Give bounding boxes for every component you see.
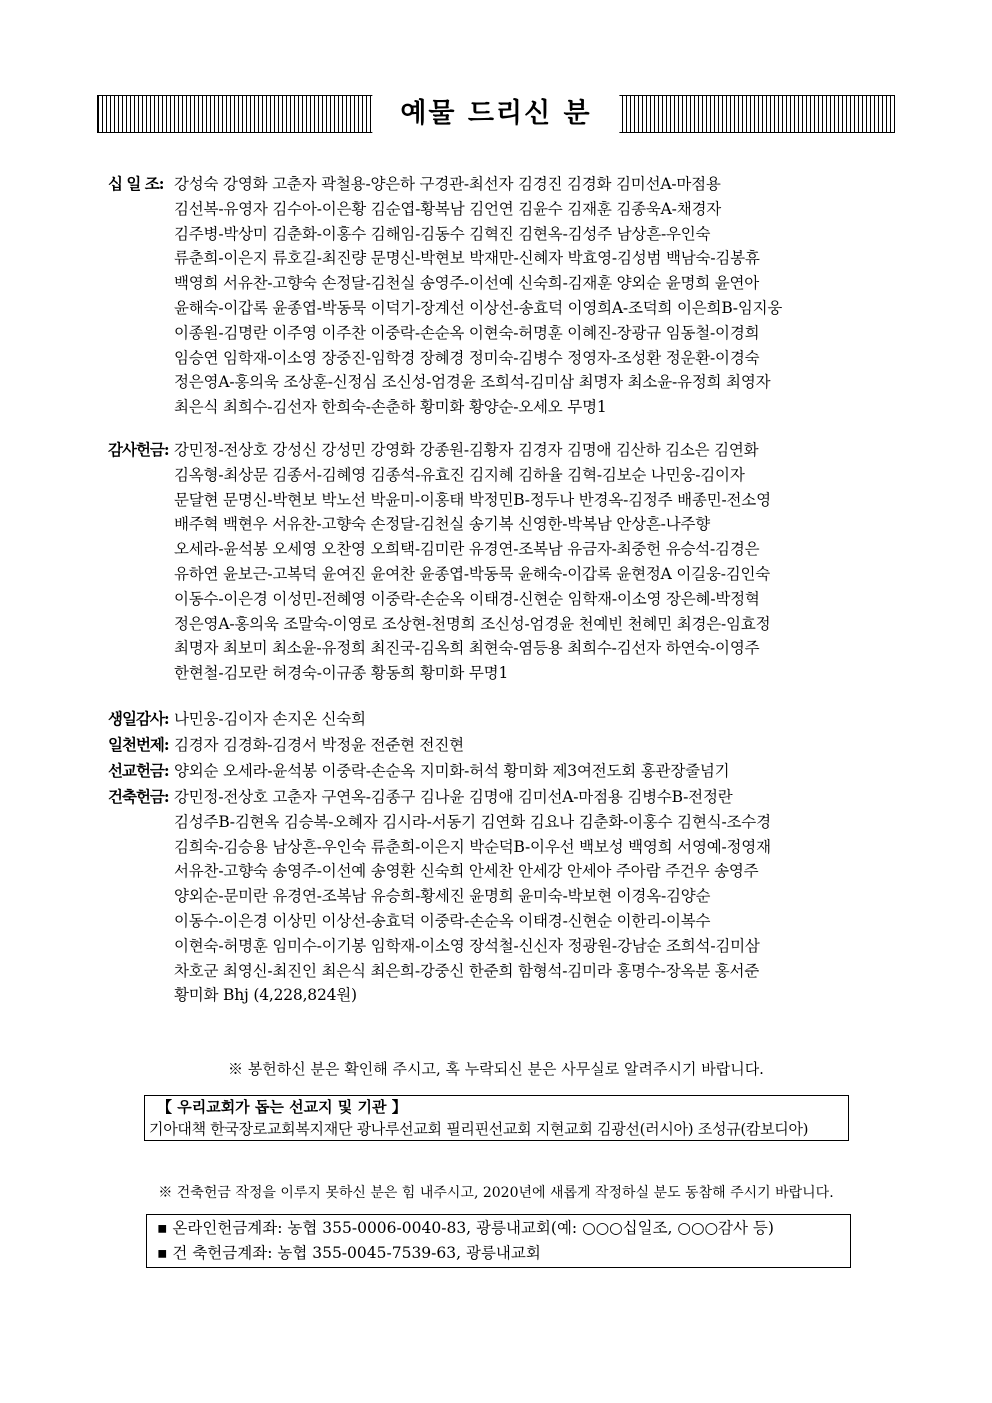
name-line: 나민웅-김이자 손지온 신숙희 xyxy=(174,710,366,728)
name-line: 강민정-전상호 고춘자 구연옥-김종구 김나윤 김명애 김미선A-마점용 김병수B-전정란 xyxy=(174,788,733,806)
section-names xyxy=(174,759,908,784)
name-line: 이현숙-허명훈 임미수-이기봉 임학재-이소영 장석철-신신자 정광원-강남순 조희석-김미삼 xyxy=(174,936,760,955)
section-names xyxy=(174,707,908,732)
confirm-note: ※ 봉헌하신 분은 확인해 주시고, 혹 누락되신 분은 사무실로 알려주시기 바랍니다. xyxy=(228,1060,764,1078)
name-line: 임승연 임학재-이소영 장중진-임학경 장혜경 정미숙-김병수 정영자-조성환 정운환-이경숙 xyxy=(174,348,760,367)
name-line: 김옥형-최상문 김종서-김혜영 김종석-유효진 김지혜 김하율 김혁-김보순 나민웅-김이자 xyxy=(174,465,745,484)
mission-title: 【 우리교회가 돕는 선교지 및 기관 】 xyxy=(157,1098,407,1116)
name-line: 김주병-박상미 김춘화-이홍수 김해임-김동수 김혁진 김현옥-김성주 남상흔-우인숙 xyxy=(174,224,711,243)
name-line: 한현철-김모란 허경숙-이규종 황동희 황미화 무명1 xyxy=(174,664,509,683)
name-line: 김성주B-김현옥 김승복-오혜자 김시라-서동기 김연화 김요나 김춘화-이홍수 김현식-조수경 xyxy=(174,812,771,831)
name-line: 문달현 문명신-박현보 박노선 박윤미-이홍태 박정민B-정두나 반경옥-김정주 배종민-전소영 xyxy=(174,490,771,509)
name-line: 정은영A-홍의욱 조상훈-신정심 조신성-엄경윤 조희석-김미삼 최명자 최소윤-유정희 최영자 xyxy=(174,373,771,392)
section-names xyxy=(174,172,908,420)
section-label: 십 일 조: xyxy=(108,174,164,193)
name-line: 이종원-김명란 이주영 이주찬 이중락-손순옥 이현숙-허명훈 이혜진-장광규 임동철-이경희 xyxy=(174,323,760,342)
name-line: 최명자 최보미 최소윤-유정희 최진국-김옥희 최현숙-염등용 최희수-김선자 하연숙-이영주 xyxy=(174,639,760,658)
section-names xyxy=(174,785,908,1008)
offering-section xyxy=(108,759,908,784)
offering-section xyxy=(108,733,908,758)
name-line: 이동수-이은경 이상민 이상선-송효덕 이중락-손순옥 이태경-신현순 이한리-이복수 xyxy=(174,911,711,930)
name-line: 유하연 윤보근-고복덕 윤여진 윤여찬 윤종엽-박동묵 윤해숙-이갑록 윤현정A 이길웅-김인숙 xyxy=(174,564,771,583)
building-note: ※ 건축헌금 작정을 이루지 못하신 분은 힘 내주시고, 2020년에 새롭게 작정하실 분도 동참해 주시기 바랍니다. xyxy=(158,1185,834,1201)
offering-section xyxy=(108,172,908,420)
name-line: 김선복-유영자 김수아-이은황 김순엽-황복남 김언연 김윤수 김재훈 김종욱A-채경자 xyxy=(174,199,722,218)
page-title: 예물 드리신 분 xyxy=(372,95,619,133)
section-label: 건축헌금: xyxy=(108,787,169,806)
mission-text: 기아대책 한국장로교회복지재단 광나루선교회 필리핀선교회 지현교회 김광선(러시아) 조성규(캄보디아) xyxy=(149,1120,809,1138)
name-line: 정은영A-홍의욱 조말숙-이영로 조상현-천명희 조신성-엄경윤 천예빈 천혜민 최경은-임효정 xyxy=(174,614,771,633)
name-line: 김희숙-김승용 남상흔-우인숙 류춘희-이은지 박순덕B-이우선 백보성 백영희 서영예-정영재 xyxy=(174,837,771,856)
name-line: 류춘희-이은지 류호길-최진량 문명신-박현보 박재만-신혜자 박효영-김성범 백남숙-김봉휴 xyxy=(174,249,760,268)
name-line: 황미화 Bhj (4,228,824원) xyxy=(174,986,357,1005)
offering-section xyxy=(108,438,908,686)
name-line: 이동수-이은경 이성민-전혜영 이중락-손순옥 이태경-신현순 임학재-이소영 장은혜-박정혁 xyxy=(174,589,760,608)
section-label: 일천번제: xyxy=(108,735,169,754)
name-line: 양외순-문미란 유경연-조복남 유승희-황세진 윤명희 윤미숙-박보현 이경옥-김양순 xyxy=(174,887,711,906)
name-line: 차호군 최영신-최진인 최은식 최은희-강중신 한준희 함형석-김미라 홍명수-장옥분 홍서준 xyxy=(174,961,760,980)
name-line: 배주혁 백현우 서유찬-고향숙 손정달-김천실 송기복 신영한-박복남 안상흔-나주향 xyxy=(174,515,711,534)
section-label: 감사헌금: xyxy=(108,440,169,459)
building-account: ▪ 건 축헌금계좌: 농협 355-0045-7539-63, 광릉내교회 xyxy=(157,1244,541,1262)
name-line: 강민정-전상호 강성신 강성민 강영화 강종원-김황자 김경자 김명애 김산하 김소은 김연화 xyxy=(174,441,759,459)
offering-section xyxy=(108,707,908,732)
name-line: 최은식 최희수-김선자 한희숙-손춘하 황미화 황양순-오세오 무명1 xyxy=(174,398,607,417)
name-line: 강성숙 강영화 고춘자 곽철용-양은하 구경관-최선자 김경진 김경화 김미선A-마점용 xyxy=(174,175,721,193)
section-label: 선교헌금: xyxy=(108,761,169,780)
title-banner xyxy=(97,95,895,133)
name-line: 윤해숙-이갑록 윤종엽-박동묵 이덕기-장계선 이상선-송효덕 이영희A-조덕희 이은희B-임지웅 xyxy=(174,298,783,317)
name-line: 김경자 김경화-김경서 박정윤 전준현 전진현 xyxy=(174,736,464,754)
section-names xyxy=(174,733,908,758)
name-line: 오세라-윤석봉 오세영 오찬영 오희택-김미란 유경연-조복남 유금자-최중헌 유승석-김경은 xyxy=(174,540,760,559)
online-account: ▪ 온라인헌금계좌: 농협 355-0006-0040-83, 광릉내교회(예: ○○○십일조, ○○○감사 등) xyxy=(157,1219,774,1237)
mission-box xyxy=(144,1095,849,1141)
offering-section xyxy=(108,785,908,1008)
name-line: 양외순 오세라-윤석봉 이중락-손순옥 지미화-허석 황미화 제3여전도회 홍관장줄넘기 xyxy=(174,762,730,780)
section-names xyxy=(174,438,908,686)
section-label: 생일감사: xyxy=(108,709,169,728)
account-box xyxy=(146,1214,851,1268)
name-line: 백영희 서유찬-고향숙 손정달-김천실 송영주-이선예 신숙희-김재훈 양외순 윤명희 윤연아 xyxy=(174,274,760,293)
name-line: 서유찬-고향숙 송영주-이선예 송영환 신숙희 안세찬 안세강 안세아 주아람 주건우 송영주 xyxy=(174,862,759,881)
